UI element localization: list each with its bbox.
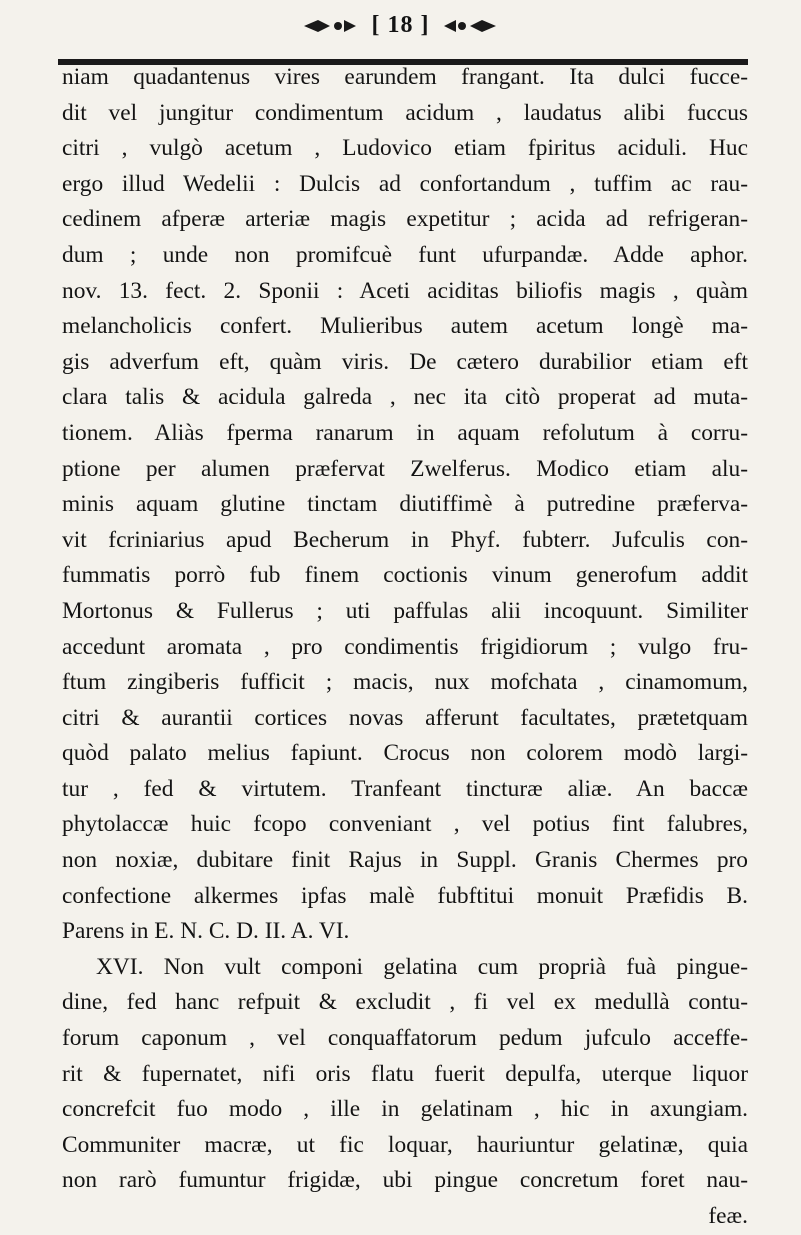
- text-line: dit vel jungitur condimentum acidum , laudatus alibi fuccus: [62, 99, 748, 126]
- text-line: citri & aurantii cortices novas afferunt facultates, prætetquam: [62, 704, 748, 731]
- text-line: melancholicis confert. Mulieribus autem acetum longè ma-: [62, 313, 748, 340]
- text-line: dum ; unde non promifcuè funt ufurpandæ. Adde aphor.: [62, 241, 748, 268]
- text-line: non noxiæ, dubitare finit Rajus in Suppl. Granis Chermes pro: [62, 847, 748, 874]
- text-line: niam quadantenus vires earundem frangant. Ita dulci fucce-: [62, 64, 748, 90]
- text-line: rit & fupernatet, nifi oris flatu fuerit depulfa, uterque liquor: [62, 1060, 748, 1087]
- text-line: forum caponum , vel conquaffatorum pedum jufculo acceffe-: [62, 1025, 748, 1052]
- body-text: [62, 60, 748, 1235]
- text-line: concrefcit fuo modo , ille in gelatinam , hic in axungiam.: [62, 1096, 748, 1123]
- right-ornament-icon: [440, 14, 500, 38]
- text-line: fummatis porrò fub finem coctionis vinum generofum addit: [62, 562, 748, 589]
- text-line: tur , fed & virtutem. Tranfeant tincturæ aliæ. An baccæ: [62, 775, 748, 802]
- text-line: nov. 13. fect. 2. Sponii : Aceti aciditas biliofis magis , quàm: [62, 277, 748, 304]
- text-line: non rarò fumuntur frigidæ, ubi pingue concretum foret nau-: [62, 1167, 748, 1194]
- section-start-line: XVI. Non vult componi gelatina cum proprià fuà pingue-: [96, 953, 748, 980]
- text-line: tionem. Aliàs fperma ranarum in aquam refolutum à corru-: [62, 419, 748, 446]
- text-line: confectione alkermes ipfas malè fubftitui monuit Præfidis B.: [62, 882, 748, 909]
- catchword: feæ.: [708, 1203, 748, 1229]
- text-line: Mortonus & Fullerus ; uti paffulas alii incoquunt. Similiter: [62, 597, 748, 624]
- text-line: quòd palato melius fapiunt. Crocus non colorem modò largi-: [62, 740, 748, 767]
- page-header: [0, 8, 801, 58]
- text-line: vit fcriniarius apud Becherum in Phyf. fubterr. Jufculis con-: [62, 526, 748, 553]
- text-line: phytolaccæ huic fcopo conveniant , vel potius fint falubres,: [62, 811, 748, 838]
- text-line: accedunt aromata , pro condimentis frigidiorum ; vulgo fru-: [62, 633, 748, 660]
- text-line: ptione per alumen præfervat Zwelferus. Modico etiam alu-: [62, 455, 748, 482]
- text-line: ftum zingiberis fufficit ; macis, nux mofchata , cinamomum,: [62, 669, 748, 696]
- text-line: gis adverfum eft, quàm viris. De cætero durabilior etiam eft: [62, 348, 748, 375]
- text-line: clara talis & acidula galreda , nec ita citò properat ad muta-: [62, 384, 748, 411]
- text-line: Communiter macræ, ut fic loquar, hauriuntur gelatinæ, quia: [62, 1131, 748, 1158]
- paragraph-end-line: Parens in E. N. C. D. II. A. VI.: [62, 918, 350, 945]
- text-line: cedinem afperæ arteriæ magis expetitur ; acida ad refrigeran-: [62, 206, 748, 233]
- text-line: dine, fed hanc refpuit & excludit , fi vel ex medullà contu-: [62, 989, 748, 1016]
- page-number: [ 18 ]: [371, 12, 430, 38]
- text-line: minis aquam glutine tinctam diutiffimè à putredine præferva-: [62, 491, 748, 518]
- text-line: citri , vulgò acetum , Ludovico etiam fpiritus aciduli. Huc: [62, 135, 748, 162]
- text-line: ergo illud Wedelii : Dulcis ad confortandum , tuffim ac rau-: [62, 170, 748, 197]
